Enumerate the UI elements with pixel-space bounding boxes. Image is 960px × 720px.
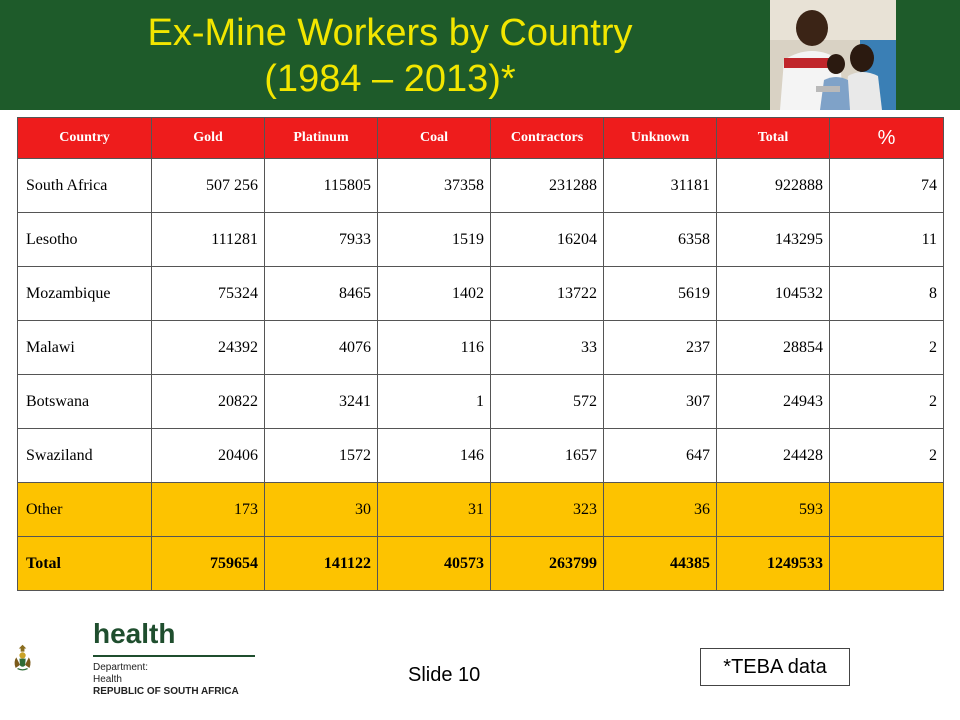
header-percent: %	[830, 118, 944, 159]
logo-republic: REPUBLIC OF SOUTH AFRICA	[93, 686, 239, 697]
cell-contractors: 1657	[491, 429, 604, 483]
table-row	[18, 159, 944, 213]
header-coal: Coal	[378, 118, 491, 159]
cell-percent	[830, 537, 944, 591]
cell-country: Total	[18, 537, 152, 591]
nurse-children-photo	[770, 0, 896, 110]
table-row	[18, 213, 944, 267]
table-header-row	[18, 118, 944, 159]
table-row-total	[18, 537, 944, 591]
cell-percent: 2	[830, 375, 944, 429]
cell-country: Malawi	[18, 321, 152, 375]
cell-total: 104532	[717, 267, 830, 321]
table-row	[18, 375, 944, 429]
slide-title	[0, 10, 780, 102]
cell-total: 24943	[717, 375, 830, 429]
cell-percent: 11	[830, 213, 944, 267]
source-note: *TEBA data	[700, 648, 850, 686]
cell-coal: 1402	[378, 267, 491, 321]
cell-gold: 111281	[152, 213, 265, 267]
cell-percent: 2	[830, 429, 944, 483]
table-row-other	[18, 483, 944, 537]
title-banner	[0, 0, 960, 110]
cell-unknown: 307	[604, 375, 717, 429]
cell-contractors: 231288	[491, 159, 604, 213]
cell-country: Swaziland	[18, 429, 152, 483]
table-row	[18, 321, 944, 375]
cell-percent	[830, 483, 944, 537]
cell-coal: 146	[378, 429, 491, 483]
cell-contractors: 263799	[491, 537, 604, 591]
cell-unknown: 31181	[604, 159, 717, 213]
header-contractors: Contractors	[491, 118, 604, 159]
cell-platinum: 8465	[265, 267, 378, 321]
slide-title-line-2: (1984 – 2013)*	[264, 58, 516, 100]
header-platinum: Platinum	[265, 118, 378, 159]
cell-country: Mozambique	[18, 267, 152, 321]
cell-total: 24428	[717, 429, 830, 483]
cell-coal: 31	[378, 483, 491, 537]
cell-country: Other	[18, 483, 152, 537]
cell-total: 1249533	[717, 537, 830, 591]
cell-percent: 8	[830, 267, 944, 321]
cell-platinum: 4076	[265, 321, 378, 375]
cell-contractors: 572	[491, 375, 604, 429]
cell-coal: 37358	[378, 159, 491, 213]
logo-health: Health	[93, 674, 122, 685]
logo-department: Department:	[93, 662, 149, 673]
cell-coal: 1	[378, 375, 491, 429]
cell-platinum: 30	[265, 483, 378, 537]
cell-gold: 507 256	[152, 159, 265, 213]
cell-unknown: 5619	[604, 267, 717, 321]
slide-title-line-1: Ex-Mine Workers by Country	[147, 12, 633, 54]
cell-country: Botswana	[18, 375, 152, 429]
cell-coal: 116	[378, 321, 491, 375]
cell-platinum: 7933	[265, 213, 378, 267]
cell-contractors: 323	[491, 483, 604, 537]
cell-unknown: 44385	[604, 537, 717, 591]
cell-unknown: 36	[604, 483, 717, 537]
header-unknown: Unknown	[604, 118, 717, 159]
cell-coal: 40573	[378, 537, 491, 591]
cell-gold: 20406	[152, 429, 265, 483]
cell-gold: 759654	[152, 537, 265, 591]
cell-unknown: 6358	[604, 213, 717, 267]
cell-contractors: 33	[491, 321, 604, 375]
header-photo	[770, 0, 896, 110]
table-row	[18, 267, 944, 321]
cell-contractors: 16204	[491, 213, 604, 267]
cell-gold: 173	[152, 483, 265, 537]
cell-platinum: 1572	[265, 429, 378, 483]
logo-divider	[93, 655, 255, 657]
cell-gold: 75324	[152, 267, 265, 321]
cell-gold: 24392	[152, 321, 265, 375]
cell-contractors: 13722	[491, 267, 604, 321]
cell-total: 922888	[717, 159, 830, 213]
header-total: Total	[717, 118, 830, 159]
cell-total: 143295	[717, 213, 830, 267]
logo-health-word: health	[93, 618, 176, 649]
header-gold: Gold	[152, 118, 265, 159]
cell-unknown: 647	[604, 429, 717, 483]
slide-number: Slide 10	[408, 664, 481, 686]
cell-coal: 1519	[378, 213, 491, 267]
header-country: Country	[18, 118, 152, 159]
cell-total: 28854	[717, 321, 830, 375]
cell-platinum: 115805	[265, 159, 378, 213]
cell-country: Lesotho	[18, 213, 152, 267]
coat-of-arms-icon	[10, 612, 90, 702]
cell-unknown: 237	[604, 321, 717, 375]
cell-platinum: 141122	[265, 537, 378, 591]
cell-platinum: 3241	[265, 375, 378, 429]
cell-country: South Africa	[18, 159, 152, 213]
cell-gold: 20822	[152, 375, 265, 429]
cell-percent: 2	[830, 321, 944, 375]
cell-total: 593	[717, 483, 830, 537]
table-row	[18, 429, 944, 483]
ex-mine-workers-table	[17, 117, 944, 591]
cell-percent: 74	[830, 159, 944, 213]
